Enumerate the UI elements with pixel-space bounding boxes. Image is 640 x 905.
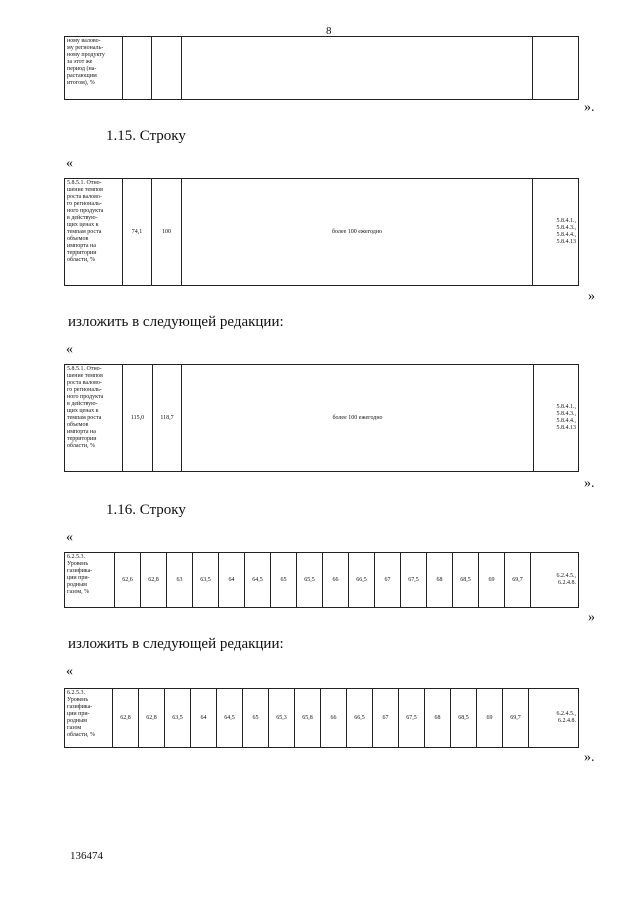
value-cell: 66,5 [347, 689, 373, 748]
value-cell: 64,5 [217, 689, 243, 748]
value-cell: 62,8 [141, 553, 167, 608]
value-cell: 63 [167, 553, 193, 608]
close-quote-4: » [588, 610, 595, 625]
value-cell: 69 [477, 689, 503, 748]
open-quote-2: « [66, 342, 73, 357]
value-cell: 65 [271, 553, 297, 608]
merged-cell: более 100 ежегодно [182, 179, 533, 286]
value-cell: 118,7 [153, 365, 182, 472]
value-cell: 69,7 [505, 553, 531, 608]
merged-cell: более 100 ежегодно [182, 365, 534, 472]
value-cell: 62,6 [115, 553, 141, 608]
refs-cell: 6.2.4.5., 6.2.4.8. [531, 553, 579, 608]
value-cell: 69 [479, 553, 505, 608]
value-cell: 62,8 [139, 689, 165, 748]
value-cell: 64,5 [245, 553, 271, 608]
document-code: 136474 [70, 850, 103, 862]
close-quote-3: ». [584, 476, 595, 491]
value-cell: 68 [425, 689, 451, 748]
value-cell: 64 [191, 689, 217, 748]
value-cell: 62,8 [113, 689, 139, 748]
value-cell: 66 [323, 553, 349, 608]
value-cell: 65,8 [295, 689, 321, 748]
indicator-cell: 5.8.5.1. Отно- шение темпов роста валово- го региональ- ного продукта в действую- щих ценах к темпам роста объемов импорта на территории области, % [65, 179, 123, 286]
table-row [65, 37, 579, 100]
value-cell: 65,3 [269, 689, 295, 748]
indicator-cell: 6.2.5.3. Уровень газифика- ции при- родным газом, % [65, 553, 115, 608]
table-old-6253 [64, 552, 579, 608]
close-quote-2: » [588, 289, 595, 304]
value-cell: 68 [427, 553, 453, 608]
value-cell: 67,5 [399, 689, 425, 748]
continuation-table [64, 36, 579, 100]
refs-cell: 5.8.4.1., 5.8.4.3., 5.8.4.4., 5.8.4.13 [534, 365, 579, 472]
replace-phrase-2: изложить в следующей редакции: [68, 636, 284, 652]
table-new-5851 [64, 364, 579, 472]
refs-cell: 5.8.4.1., 5.8.4.3., 5.8.4.4., 5.8.4.13 [533, 179, 579, 286]
value-cell: 68,5 [453, 553, 479, 608]
value-cell: 67,5 [401, 553, 427, 608]
value-cell: 69,7 [503, 689, 529, 748]
refs-cell [533, 37, 579, 100]
value-cell: 63,5 [193, 553, 219, 608]
merged-cell [182, 37, 533, 100]
table-new-6253 [64, 688, 579, 748]
replace-phrase-1: изложить в следующей редакции: [68, 314, 284, 330]
refs-cell: 6.2.4.5., 6.2.4.8. [529, 689, 579, 748]
indicator-cell: 5.8.5.1. Отно- шение темпов роста валово- го региональ- ного продукта в действую- щих ценах к темпам роста объемов импорта на территории области, % [65, 365, 123, 472]
open-quote-1: « [66, 156, 73, 171]
table-row [65, 553, 579, 608]
section-heading-1-15: 1.15. Строку [106, 128, 186, 144]
value-cell: 66,5 [349, 553, 375, 608]
value-cell: 68,5 [451, 689, 477, 748]
value-cell: 65,5 [297, 553, 323, 608]
close-quote-5: ». [584, 750, 595, 765]
open-quote-3: « [66, 530, 73, 545]
value-cell [123, 37, 152, 100]
value-cell: 100 [152, 179, 182, 286]
value-cell: 115,0 [123, 365, 153, 472]
open-quote-4: « [66, 664, 73, 679]
value-cell: 74,1 [123, 179, 152, 286]
value-cell: 64 [219, 553, 245, 608]
table-row [65, 179, 579, 286]
value-cell: 65 [243, 689, 269, 748]
indicator-cell: ному валово- му региональ- ному продукту за этот же период (на- растающим итогом), % [65, 37, 123, 100]
table-old-5851 [64, 178, 579, 286]
value-cell: 63,5 [165, 689, 191, 748]
value-cell [152, 37, 182, 100]
value-cell: 67 [373, 689, 399, 748]
page-number: 8 [326, 25, 332, 37]
close-quote-1: ». [584, 100, 595, 115]
value-cell: 67 [375, 553, 401, 608]
table-row [65, 689, 579, 748]
value-cell: 66 [321, 689, 347, 748]
section-heading-1-16: 1.16. Строку [106, 502, 186, 518]
table-row [65, 365, 579, 472]
indicator-cell: 6.2.5.3. Уровень газифика- ции при- родным газом области, % [65, 689, 113, 748]
